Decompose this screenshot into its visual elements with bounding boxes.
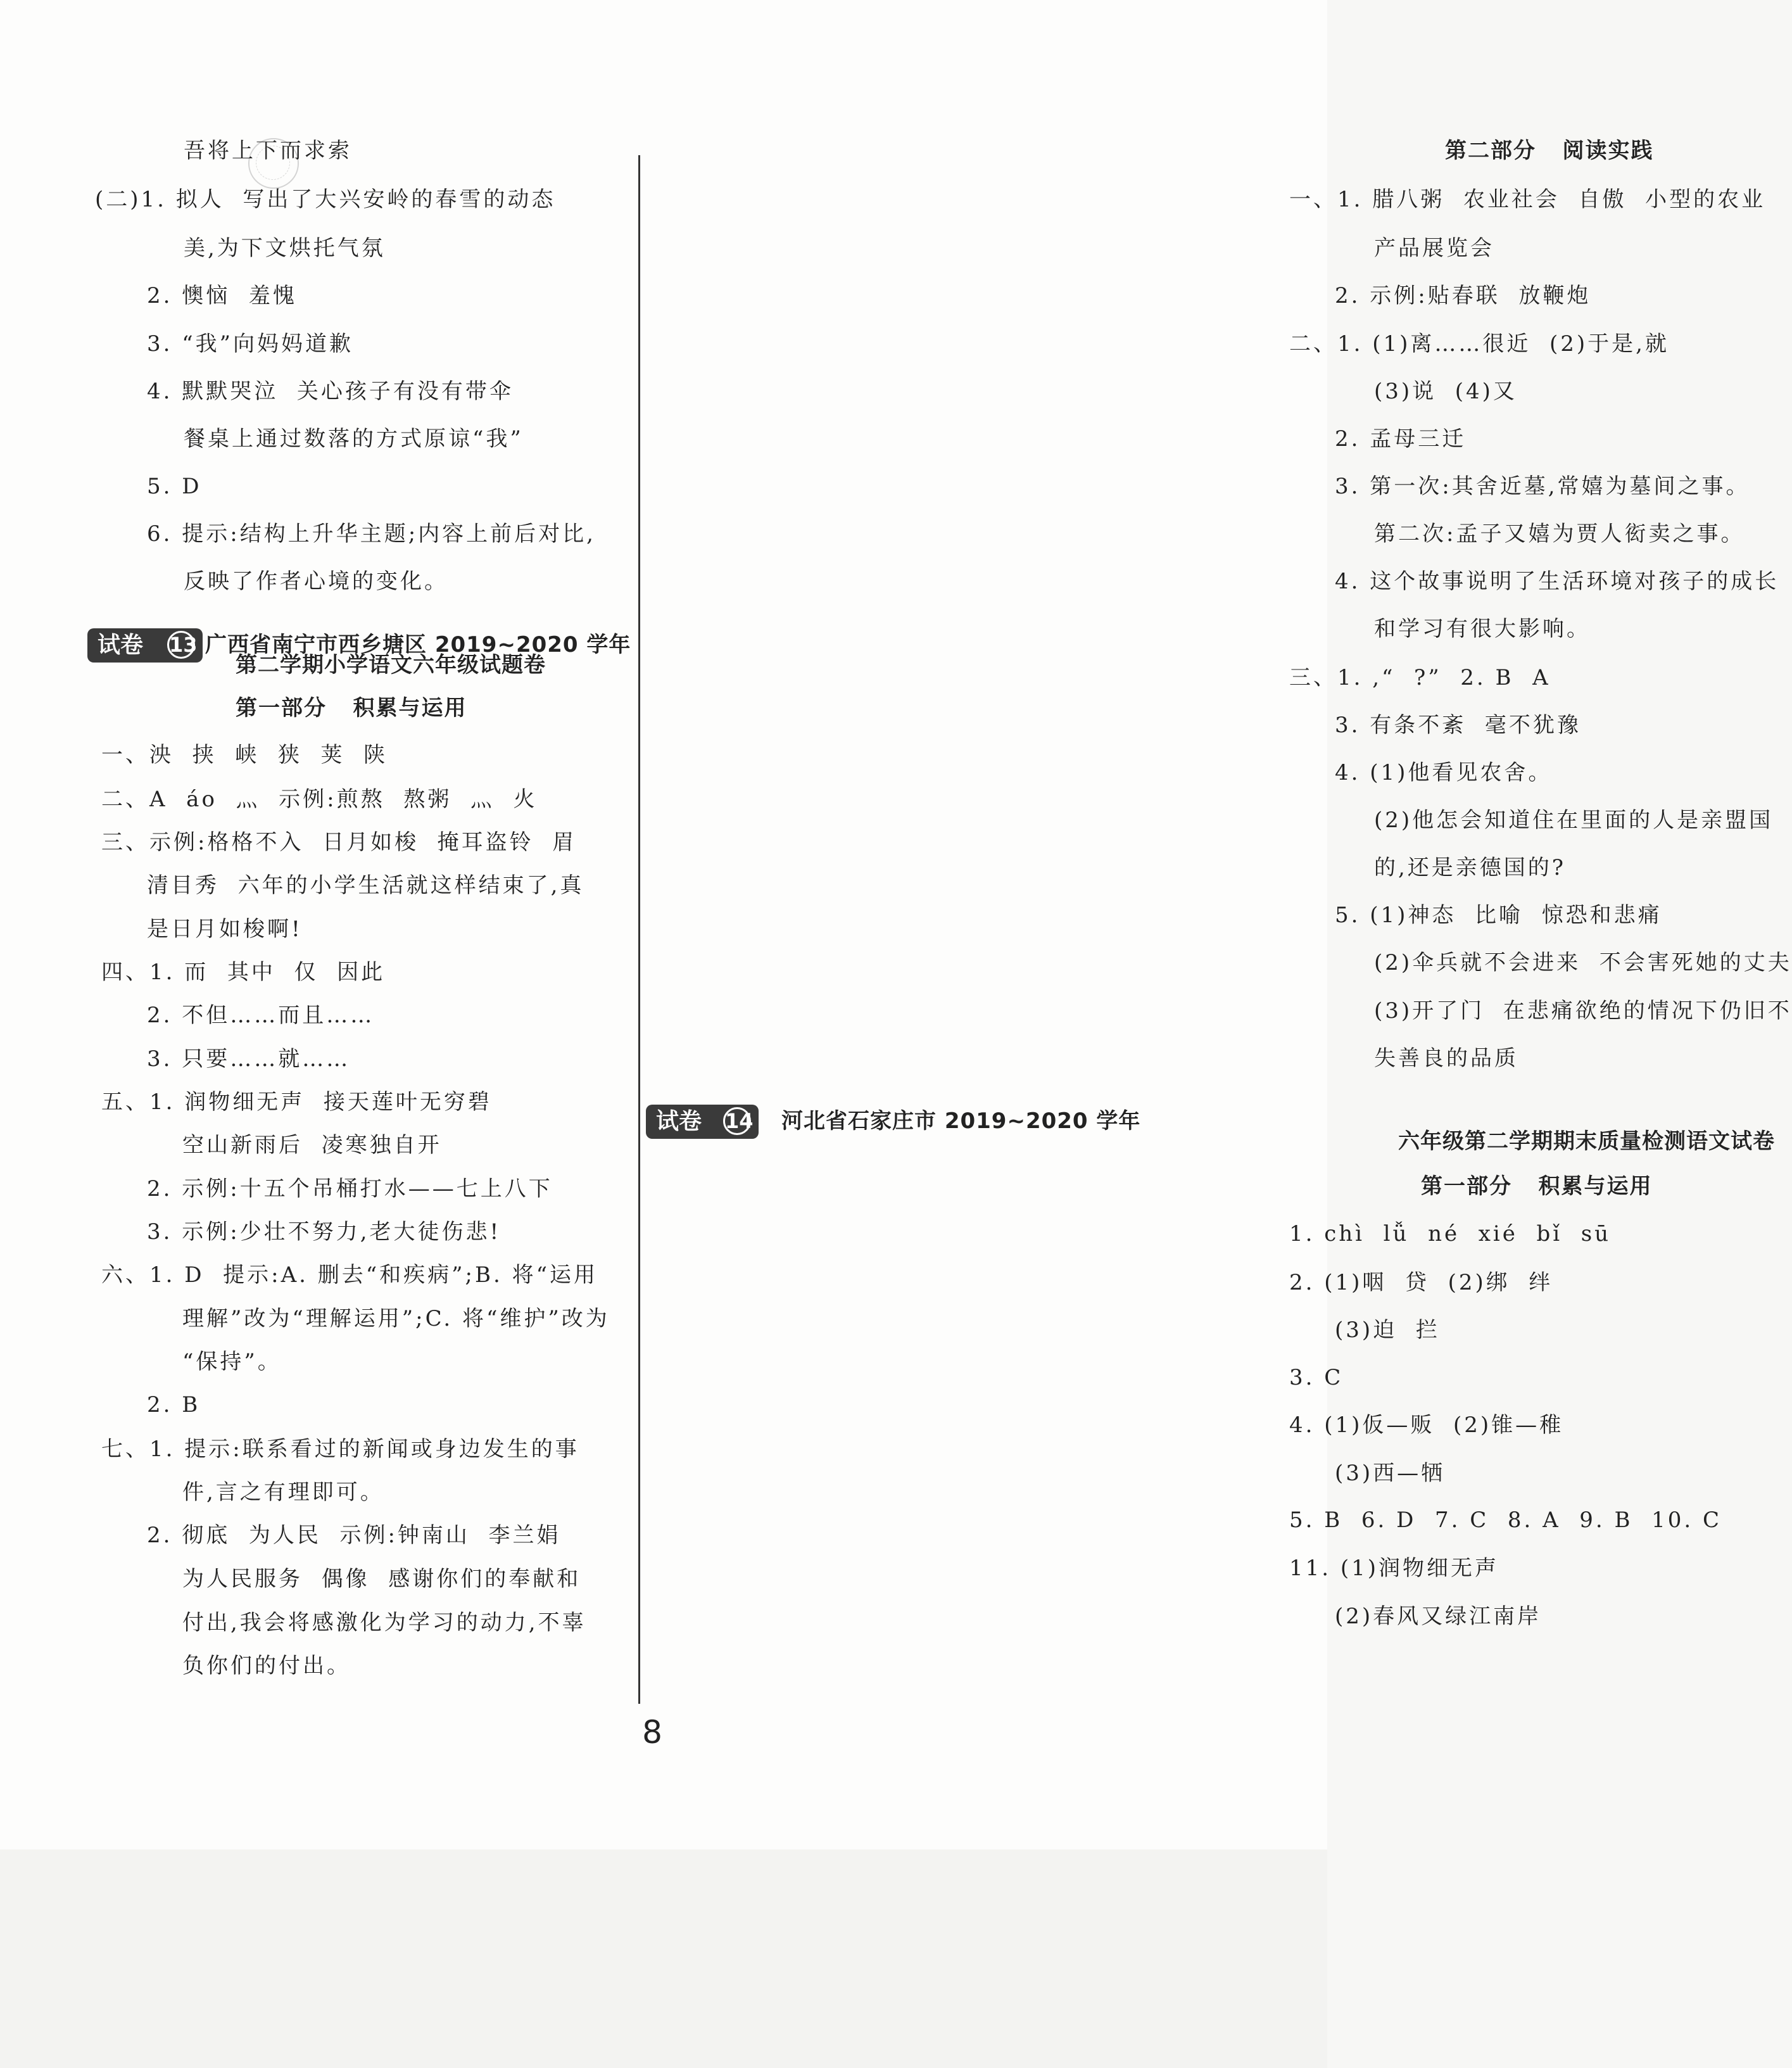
right-answer-line: 3. C [1289, 1365, 1344, 1390]
left-answer-line: 五、1. 润物细无声 接天莲叶无穷碧 [101, 1089, 492, 1115]
left-answer-line: “保持”。 [182, 1349, 282, 1374]
right-answer-line: (3)说 (4)又 [1374, 379, 1517, 404]
left-answer-line: 清目秀 六年的小学生活就这样结束了,真 [147, 873, 584, 898]
right-answer-line: 一、1. 腊八粥 农业社会 自傲 小型的农业 [1289, 187, 1766, 212]
right-answer-line: 二、1. (1)离……很近 (2)于是,就 [1289, 331, 1669, 357]
right-answer-line: 3. 第一次:其舍近墓,常嬉为墓间之事。 [1335, 474, 1750, 499]
right-answer-line: (3)迫 拦 [1335, 1317, 1440, 1343]
paper-14-badge [646, 1105, 759, 1139]
left-answer-line: 5. D [147, 474, 202, 499]
right-answer-line: 六年级第二学期期末质量检测语文试卷 [1398, 1129, 1775, 1154]
right-answer-line: 2. (1)咽 贷 (2)绑 绊 [1289, 1270, 1553, 1295]
paper-13-title: 广西省南宁市西乡塘区 2019~2020 学年 [205, 632, 631, 657]
left-answer-line: 2. B [147, 1392, 201, 1418]
right-answer-line: 产品展览会 [1374, 236, 1494, 261]
left-answer-line: 件,言之有理即可。 [182, 1480, 384, 1505]
right-answer-line: 失善良的品质 [1374, 1046, 1518, 1071]
right-answer-line: 1. chì lǚ né xié bǐ sū [1289, 1221, 1612, 1247]
left-answer-line: 美,为下文烘托气氛 [184, 236, 386, 261]
right-answer-line: 4. 这个故事说明了生活环境对孩子的成长 [1335, 569, 1779, 594]
right-answer-line: 第一部分 积累与运用 [1421, 1174, 1653, 1199]
left-answer-line: 二、A áo 灬 示例:煎熬 熬粥 灬 火 [101, 787, 538, 812]
right-answer-line: (2)春风又绿江南岸 [1335, 1604, 1542, 1629]
left-answer-line: 6. 提示:结构上升华主题;内容上前后对比, [147, 521, 596, 547]
column-divider [638, 155, 640, 1704]
left-answer-line: 2. 示例:十五个吊桶打水——七上八下 [147, 1176, 553, 1202]
left-answer-line: 3. 只要……就…… [147, 1046, 351, 1072]
left-answer-line: 第二学期小学语文六年级试题卷 [236, 652, 546, 678]
right-answer-line: 2. 示例:贴春联 放鞭炮 [1335, 283, 1591, 308]
right-answer-line: 4. (1)他看见农舍。 [1335, 760, 1553, 785]
left-answer-line: 反映了作者心境的变化。 [184, 569, 448, 594]
left-answer-line: 三、示例:格格不入 日月如梭 掩耳盗铃 眉 [101, 830, 577, 855]
right-answer-line: 和学习有很大影响。 [1374, 616, 1591, 642]
left-answer-line: 2. 彻底 为人民 示例:钟南山 李兰娟 [147, 1523, 561, 1548]
left-answer-line: 餐桌上通过数落的方式原谅“我” [184, 426, 524, 452]
left-answer-line: 3. “我”向妈妈道歉 [147, 331, 354, 357]
right-answer-line: 的,还是亲德国的? [1374, 855, 1567, 880]
right-answer-line: 第二部分 阅读实践 [1445, 138, 1654, 163]
left-answer-line: 四、1. 而 其中 仅 因此 [101, 960, 386, 985]
left-answer-line: 理解”改为“理解运用”;C. 将“维护”改为 [182, 1306, 610, 1331]
right-answer-line: 2. 孟母三迁 [1335, 426, 1467, 452]
right-answer-line: 5. (1)神态 比喻 惊恐和悲痛 [1335, 903, 1662, 928]
right-answer-line: 三、1. ,“ ?” 2. B A [1289, 665, 1551, 690]
left-answer-line: 一、泱 挟 峡 狭 荚 陕 [101, 742, 388, 768]
left-answer-line: 六、1. D 提示:A. 删去“和疾病”;B. 将“运用 [101, 1262, 598, 1288]
right-answer-line: (3)西—牺 [1335, 1461, 1446, 1486]
left-answer-line: 空山新雨后 凌寒独自开 [182, 1132, 442, 1158]
left-answer-line: 付出,我会将感激化为学习的动力,不辜 [182, 1610, 586, 1635]
page-number: 8 [642, 1714, 662, 1751]
paper-14-title: 河北省石家庄市 2019~2020 学年 [781, 1108, 1141, 1134]
paper-13-badge-number: 13 [167, 631, 195, 659]
left-answer-line: 负你们的付出。 [182, 1653, 351, 1678]
left-answer-line: 为人民服务 偶像 感谢你们的奉献和 [182, 1566, 581, 1592]
right-answer-line: 4. (1)仮—贩 (2)锥—稚 [1289, 1412, 1564, 1438]
left-answer-line: 吾将上下而求索 [184, 138, 352, 163]
paper-14-badge-label: 试卷 [656, 1108, 702, 1134]
right-answer-line: 11. (1)润物细无声 [1289, 1556, 1499, 1581]
right-answer-line: 3. 有条不紊 毫不犹豫 [1335, 713, 1581, 738]
right-answer-line: (3)开了门 在悲痛欲绝的情况下仍旧不 [1374, 998, 1792, 1024]
paper-13-badge-label: 试卷 [98, 632, 144, 658]
left-answer-line: 第一部分 积累与运用 [236, 695, 467, 721]
right-answer-line: 5. B 6. D 7. C 8. A 9. B 10. C [1289, 1507, 1722, 1533]
right-answer-line: (2)他怎会知道住在里面的人是亲盟国 [1374, 808, 1774, 833]
left-answer-line: 4. 默默哭泣 关心孩子有没有带伞 [147, 379, 514, 404]
paper-14-badge-number: 14 [723, 1107, 751, 1135]
left-answer-line: 2. 懊恼 羞愧 [147, 283, 297, 308]
left-answer-line: 2. 不但……而且…… [147, 1003, 375, 1028]
paper-13-badge [87, 628, 203, 663]
left-answer-line: 3. 示例:少壮不努力,老大徒伤悲! [147, 1219, 502, 1245]
page-margin-bottom [0, 1849, 1327, 2068]
left-answer-line: (二)1. 拟人 写出了大兴安岭的春雪的动态 [95, 187, 556, 212]
left-answer-line: 是日月如梭啊! [147, 917, 303, 942]
right-answer-line: (2)伞兵就不会进来 不会害死她的丈夫 [1374, 950, 1792, 975]
left-answer-line: 七、1. 提示:联系看过的新闻或身边发生的事 [101, 1437, 579, 1462]
right-answer-line: 第二次:孟子又嬉为贾人衒卖之事。 [1374, 521, 1745, 547]
